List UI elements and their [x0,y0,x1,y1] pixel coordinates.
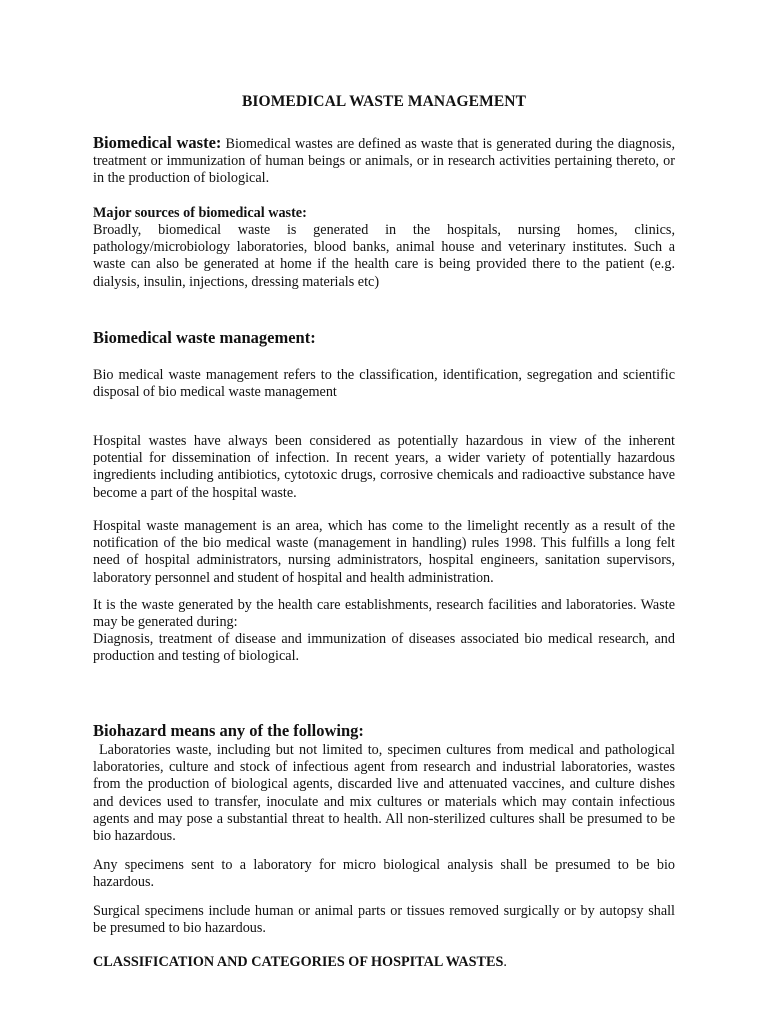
classification-heading-text: CLASSIFICATION AND CATEGORIES OF HOSPITAL WASTES [93,954,504,970]
biohazard-paragraph-2: Any specimens sent to a laboratory for micro biological analysis shall be presumed to be bio hazardous. [93,857,675,891]
classification-heading-period: . [503,954,507,970]
management-paragraph-4: It is the waste generated by the health care establishments, research facilities and laboratories. Waste may be generated during: [93,597,675,631]
management-paragraph-5: Diagnosis, treatment of disease and immunization of diseases associated bio medical research, and production and testing of biological. [93,631,675,665]
biohazard-heading-colon: : [358,721,364,740]
management-paragraph-3: Hospital waste management is an area, which has come to the limelight recently as a result of the notification of the bio medical waste (management in handling) rules 1998. This fulfills a long felt need of hospital administrators, nursing administrators, hospital engineers, sanitation supervisors, laboratory personnel and student of hospital and health administration. [93,518,675,586]
definition-text: Biomedical wastes are defined as waste that is generated during the diagnosis, treatment or immunization of human beings or animals, or in research activities pertaining thereto, or in the production of biological. [93,136,675,187]
biohazard-heading-text: Biohazard means any of the following [93,721,359,740]
biohazard-paragraph-3: Surgical specimens include human or animal parts or tissues removed surgically or by autopsy shall be presumed to bio hazardous. [93,903,675,937]
management-heading: Biomedical waste management: [93,328,316,347]
management-paragraph-2: Hospital wastes have always been considered as potentially hazardous in view of the inherent potential for dissemination of infection. In recent years, a wider variety of potentially hazardous ingredients including antibiotics, cytotoxic drugs, corrosive chemicals and radioactive substance have become a part of the hospital waste. [93,433,675,501]
definition-paragraph [93,134,675,188]
document-title: BIOMEDICAL WASTE MANAGEMENT [241,93,527,110]
sources-heading: Major sources of biomedical waste: [93,205,307,221]
classification-heading [93,954,675,971]
management-paragraph-1: Bio medical waste management refers to the classification, identification, segregation and scientific disposal of bio medical waste management [93,367,675,401]
biohazard-heading [93,721,675,741]
sources-paragraph: Broadly, biomedical waste is generated in the hospitals, nursing homes, clinics, pathology/microbiology laboratories, blood banks, animal house and veterinary institutes. Such a waste can also be generated at home if the health care is being provided there to the patient (e.g. dialysis, insulin, injections, dressing materials etc) [93,222,675,290]
definition-term: Biomedical waste: [93,133,222,152]
biohazard-paragraph-1: Laboratories waste, including but not limited to, specimen cultures from medical and pathological laboratories, culture and stock of infectious agent from research and industrial laboratories, wastes from the production of biological agents, discarded live and attenuated vaccines, and culture dishes and devices used to transfer, inoculate and mix cultures or materials which may contain infectious agents and may pose a substantial threat to health. All non-sterilized cultures shall be presumed to be bio hazardous. [93,742,675,845]
